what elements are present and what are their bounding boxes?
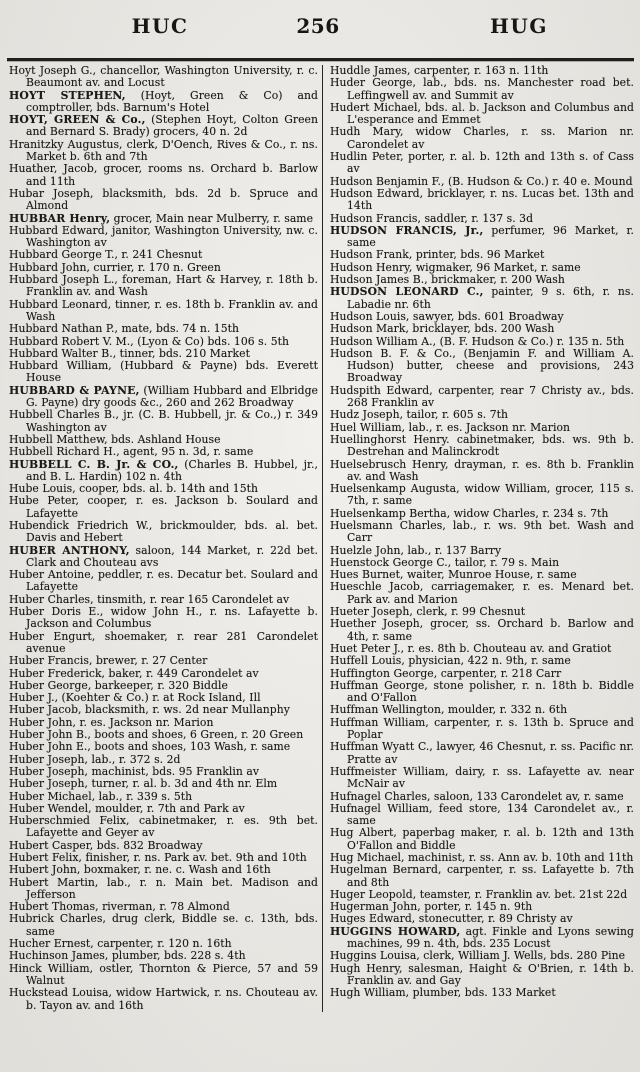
directory-entry: HUBBAR Henry, grocer, Main near Mulberry, r. same (9, 211, 314, 225)
directory-entry: Huber Michael, lab., r. 339 s. 5th (9, 789, 193, 803)
directory-entry: Hubbard Edward, janitor, Washington University, nw. c. Washington av (9, 223, 318, 250)
directory-entry: Hube Peter, cooper, r. es. Jackson b. Soulard and Lafayette (9, 494, 318, 520)
directory-entry: Huenstock George C., tailor, r. 79 s. Main (330, 555, 560, 569)
directory-entry: Huffington George, carpenter, r. 218 Carr (330, 666, 562, 680)
entry-name-bold: HUGGINS HOWARD, (330, 924, 461, 938)
page-header (0, 0, 640, 54)
entry-name-bold: HOYT, GREEN & Co., (9, 113, 146, 127)
entry-name-bold: HUBBAR Henry, (9, 211, 111, 225)
directory-entry: Huber Jacob, blacksmith, r. ws. 2d near Mullanphy (9, 703, 290, 717)
directory-entry: Huber Wendel, moulder, r. 7th and Park av (9, 801, 245, 815)
directory-entry: Huber J., (Koehter & Co.) r. at Rock Island, Ill (9, 691, 261, 705)
directory-entry: Hudson Frank, printer, bds. 96 Market (330, 248, 545, 262)
directory-entry: Hueschle Jacob, carriagemaker, r. es. Menard bet. Park av. and Marion (330, 580, 634, 606)
directory-entry: Hoyt Joseph G., chancellor, Washington University, r. c. Beaumont av. and Locust (9, 64, 318, 90)
directory-entry: Hudson Mark, bricklayer, bds. 200 Wash (330, 322, 555, 336)
directory-entry: Huberschmied Felix, cabinetmaker, r. es. 9th bet. Lafayette and Geyer av (9, 814, 318, 840)
directory-columns (0, 61, 640, 1012)
directory-entry: Huber John E., boots and shoes, 103 Wash, r. same (9, 740, 291, 754)
directory-entry: Hubbard Robert V. M., (Lyon & Co) bds. 106 s. 5th (9, 334, 290, 348)
directory-entry: Huffman George, stone polisher, r. n. 18th b. Biddle and O'Fallon (330, 678, 634, 705)
directory-entry: Hubbell Charles B., jr. (C. B. Hubbell, jr. & Co.,) r. 349 Washington av (9, 408, 318, 434)
directory-entry: Hubert John, boxmaker, r. ne. c. Wash and 16th (9, 863, 271, 877)
column-left (9, 65, 322, 1012)
column-right (322, 65, 634, 1012)
directory-entry: Huather, Jacob, grocer, rooms ns. Orchard b. Barlow and 11th (9, 162, 318, 188)
directory-entry: Huchinson James, plumber, bds. 228 s. 4th (9, 949, 246, 963)
directory-entry: Hugerman John, porter, r. 145 n. 9th (330, 900, 533, 914)
directory-entry: Hudert Michael, bds. al. b. Jackson and Columbus and L'esperance and Emmet (330, 100, 634, 127)
directory-entry: Hubbell Richard H., agent, 95 n. 3d, r. same (9, 445, 254, 459)
directory-entry: Hudh Mary, widow Charles, r. ss. Marion nr. Carondelet av (330, 125, 634, 151)
left-column-guide-word: HUC (131, 14, 189, 38)
directory-entry: Hudson Francis, saddler, r. 137 s. 3d (330, 211, 534, 225)
directory-entry: Hubert Martin, lab., r. n. Main bet. Madison and Jefferson (9, 875, 318, 901)
entry-name-bold: HUBBARD & PAYNE, (9, 383, 140, 397)
directory-entry: Hubendick Friedrich W., brickmoulder, bds. al. bet. Davis and Hebert (9, 518, 318, 545)
directory-entry: Hugh Henry, salesman, Haight & O'Brien, r. 14th b. Franklin av. and Gay (330, 961, 634, 987)
page-number: 256 (296, 14, 340, 38)
directory-entry: Huber Joseph, turner, r. al. b. 3d and 4th nr. Elm (9, 777, 278, 791)
directory-entry: Hudz Joseph, tailor, r. 605 s. 7th (330, 408, 509, 422)
directory-entry: Huder George, lab., bds. ns. Manchester road bet. Leffingwell av. and Summit av (330, 76, 634, 102)
entry-name-bold: HUDSON LEONARD C., (330, 285, 484, 299)
directory-entry: Hubbard Joseph L., foreman, Hart & Harvey, r. 18th b. Franklin av. and Wash (9, 273, 318, 299)
directory-entry: Huet Peter J., r. es. 8th b. Chouteau av. and Gratiot (330, 641, 612, 655)
directory-entry: HUBBELL C. B. Jr. & CO., (Charles B. Hubbel, jr., and B. L. Hardin) 102 n. 4th (9, 457, 319, 483)
directory-entry: HOYT, GREEN & Co., (Stephen Hoyt, Colton Green and Bernard S. Brady) grocers, 40 n. 2d (9, 113, 318, 139)
directory-entry: Huelsebrusch Henry, drayman, r. es. 8th b. Franklin av. and Wash (330, 457, 634, 483)
directory-entry: HUGGINS HOWARD, agt. Finkle and Lyons sewing machines, 99 n. 4th, bds. 235 Locust (330, 924, 634, 951)
directory-entry: Huether Joseph, grocer, ss. Orchard b. Barlow and 4th, r. same (330, 617, 634, 643)
directory-entry: Huger Leopold, teamster, r. Franklin av. bet. 21st 22d (330, 887, 628, 901)
directory-entry: Huffman Wellington, moulder, r. 332 n. 6th (330, 703, 568, 717)
directory-entry: Hranitzky Augustus, clerk, D'Oench, Rives & Co., r. ns. Market b. 6th and 7th (9, 137, 318, 164)
directory-entry: Huelsenkamp Augusta, widow William, grocer, 115 s. 7th, r. same (330, 482, 634, 508)
directory-entry: Hudson William A., (B. F. Hudson & Co.) r. 135 n. 5th (330, 334, 625, 348)
directory-entry: Hubbard Nathan P., mate, bds. 74 n. 15th (9, 322, 240, 336)
entry-name-bold: HUBER ANTHONY, (9, 543, 130, 557)
directory-entry: Hudlin Peter, porter, r. al. b. 12th and 13th s. of Cass av (330, 150, 634, 176)
directory-entry: Hufnagel William, feed store, 134 Carondelet av., r. same (330, 801, 634, 828)
directory-entry: Huber John, r. es. Jackson nr. Marion (9, 715, 214, 729)
directory-entry: Hucher Ernest, carpenter, r. 120 n. 16th (9, 937, 232, 951)
directory-entry: Hubar Joseph, blacksmith, bds. 2d b. Spruce and Almond (9, 186, 318, 213)
directory-entry: Hues Burnet, waiter, Munroe House, r. same (330, 568, 577, 582)
directory-entry: Hudson Louis, sawyer, bds. 601 Broadway (330, 309, 564, 323)
directory-entry: HUBBARD & PAYNE, (William Hubbard and Elbridge G. Payne) dry goods &c., 260 and 262 Broadway (9, 383, 318, 410)
directory-entry: Hudson Henry, wigmaker, 96 Market, r. same (330, 260, 581, 274)
directory-entry: Hufnagel Charles, saloon, 133 Carondelet av, r. same (330, 789, 624, 803)
directory-entry: HUDSON LEONARD C., painter, 9 s. 6th, r. ns. Labadie nr. 6th (330, 285, 634, 311)
directory-entry: Hubbard John, currier, r. 170 n. Green (9, 260, 221, 274)
directory-entry: Huber Doris E., widow John H., r. ns. Lafayette b. Jackson and Columbus (9, 605, 318, 631)
directory-entry: Hubert Thomas, riverman, r. 78 Almond (9, 900, 230, 914)
directory-entry: Huffman Wyatt C., lawyer, 46 Chesnut, r. ss. Pacific nr. Pratte av (330, 740, 634, 766)
directory-entry: Hubbard Leonard, tinner, r. es. 18th b. Franklin av. and Wash (9, 297, 318, 323)
directory-entry: Hudson B. F. & Co., (Benjamin F. and William A. Hudson) butter, cheese and provisions, 243 Broadway (330, 346, 634, 385)
directory-entry: Hugelman Bernard, carpenter, r. ss. Lafayette b. 7th and 8th (330, 863, 634, 889)
directory-entry: Huddle James, carpenter, r. 163 n. 11th (330, 64, 549, 77)
directory-entry: Huggins Louisa, clerk, William J. Wells, bds. 280 Pine (330, 949, 626, 963)
directory-entry: HUDSON FRANCIS, Jr., perfumer, 96 Market, r. same (330, 223, 634, 250)
directory-entry: Hube Louis, cooper, bds. al. b. 14th and 15th (9, 482, 259, 496)
directory-entry: Hudson Edward, bricklayer, r. ns. Lucas bet. 13th and 14th (330, 186, 634, 213)
directory-entry: Huber George, barkeeper, r. 320 Biddle (9, 678, 228, 692)
directory-entry: HUBER ANTHONY, saloon, 144 Market, r. 22d bet. Clark and Chouteau avs (9, 543, 318, 569)
directory-entry: Huckstead Louisa, widow Hartwick, r. ns. Chouteau av. b. Tayon av. and 16th (9, 986, 318, 1012)
directory-entry: Huellinghorst Henry. cabinetmaker, bds. ws. 9th b. Destrehan and Malinckrodt (330, 432, 634, 459)
directory-entry: Huges Edward, stonecutter, r. 89 Christy av (330, 912, 573, 926)
directory-entry: Huber Frederick, baker, r. 449 Carondelet av (9, 666, 259, 680)
directory-entry: Huber Joseph, machinist, bds. 95 Franklin av (9, 764, 260, 778)
directory-entry: Hugh William, plumber, bds. 133 Market (330, 986, 556, 1000)
directory-entry: Hubert Felix, finisher, r. ns. Park av. bet. 9th and 10th (9, 851, 307, 864)
directory-entry: Hubert Casper, bds. 832 Broadway (9, 838, 203, 852)
directory-entry: Huel William, lab., r. es. Jackson nr. Marion (330, 420, 571, 434)
directory-entry: Huber John B., boots and shoes, 6 Green, r. 20 Green (9, 728, 304, 742)
directory-entry: Huffell Louis, physician, 422 n. 9th, r. same (330, 654, 571, 668)
directory-entry: Huber Antoine, peddler, r. es. Decatur bet. Soulard and Lafayette (9, 568, 318, 594)
directory-entry: Hueter Joseph, clerk, r. 99 Chesnut (330, 605, 526, 619)
directory-entry: Huelzle John, lab., r. 137 Barry (330, 543, 502, 557)
entry-name-bold: HUDSON FRANCIS, Jr., (330, 223, 484, 237)
directory-entry: Huelsenkamp Bertha, widow Charles, r. 234 s. 7th (330, 506, 609, 520)
directory-entry: Hubrick Charles, drug clerk, Biddle se. c. 13th, bds. same (9, 912, 318, 938)
right-column-guide-word: HUG (490, 14, 548, 38)
directory-entry: Huelsmann Charles, lab., r. ws. 9th bet. Wash and Carr (330, 518, 634, 545)
directory-entry: Hinck William, ostler, Thornton & Pierce, 57 and 59 Walnut (9, 961, 318, 987)
directory-entry: Hubbell Matthew, bds. Ashland House (9, 432, 221, 446)
directory-entry: Huffman William, carpenter, r. s. 13th b. Spruce and Poplar (330, 715, 634, 742)
directory-entry: Hudson Benjamin F., (B. Hudson & Co.) r. 40 e. Mound (330, 174, 633, 188)
directory-entry: Hug Albert, paperbag maker, r. al. b. 12th and 13th O'Fallon and Biddle (330, 826, 634, 852)
entry-name-bold: HOYT STEPHEN, (9, 88, 126, 102)
directory-entry: Hubbard Walter B., tinner, bds. 210 Market (9, 346, 250, 360)
directory-entry: Hudspith Edward, carpenter, rear 7 Christy av., bds. 268 Franklin av (330, 383, 634, 410)
directory-entry: Hubbard George T., r. 241 Chesnut (9, 248, 203, 262)
directory-entry: Huber Joseph, lab., r. 372 s. 2d (9, 752, 181, 766)
directory-entry: Huffmeister William, dairy, r. ss. Lafayette av. near McNair av (330, 764, 634, 791)
directory-entry: Hubbard William, (Hubbard & Payne) bds. Everett House (9, 359, 318, 385)
directory-entry: Hudson James B., brickmaker, r. 200 Wash (330, 273, 565, 287)
directory-entry: Huber Francis, brewer, r. 27 Center (9, 654, 208, 668)
directory-entry: Hug Michael, machinist, r. ss. Ann av. b. 10th and 11th (330, 851, 634, 864)
entry-name-bold: HUBBELL C. B. Jr. & CO., (9, 457, 179, 471)
directory-entry: Huber Charles, tinsmith, r. rear 165 Carondelet av (9, 592, 290, 606)
directory-entry: HOYT STEPHEN, (Hoyt, Green & Co) and comptroller, bds. Barnum's Hotel (9, 88, 318, 114)
directory-entry: Huber Engurt, shoemaker, r. rear 281 Carondelet avenue (9, 629, 318, 655)
